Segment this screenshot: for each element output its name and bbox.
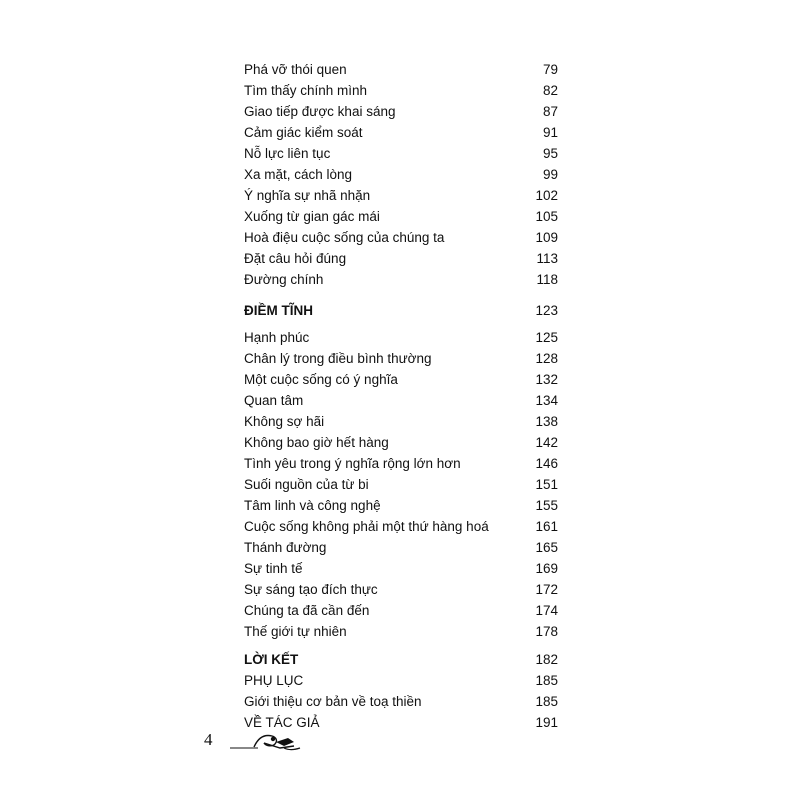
toc-entry-title: Nỗ lực liên tục (244, 146, 331, 161)
toc-entry-page: 102 (535, 188, 558, 203)
toc-entry[interactable] (244, 348, 558, 369)
toc-section-title: ĐIỀM TĨNH (244, 303, 313, 318)
toc-entry-title: Tâm linh và công nghệ (244, 498, 381, 513)
toc-entry-page: 185 (535, 694, 558, 709)
toc-entry[interactable] (244, 411, 558, 432)
toc-entry-title: Không bao giờ hết hàng (244, 435, 389, 450)
toc-entry[interactable] (244, 390, 558, 411)
toc-entry-page: 161 (535, 519, 558, 534)
toc-entry[interactable] (244, 670, 558, 691)
toc-entry-title: Cảm giác kiểm soát (244, 125, 363, 140)
toc-entry-title: VỀ TÁC GIẢ (244, 715, 320, 730)
toc-entry-page: 174 (535, 603, 558, 618)
toc-entry[interactable] (244, 691, 558, 712)
reading-figure-ornament-icon (228, 726, 308, 754)
toc-entry[interactable] (244, 579, 558, 600)
toc-entry-page: 185 (535, 673, 558, 688)
toc-entry-title: Chân lý trong điều bình thường (244, 351, 432, 366)
page-number: 4 (204, 730, 213, 749)
toc-entry-title: Quan tâm (244, 393, 304, 408)
toc-entry[interactable] (244, 621, 558, 642)
toc-entry[interactable] (244, 495, 558, 516)
toc-entry-title: Hạnh phúc (244, 330, 310, 345)
toc-entry[interactable] (244, 143, 558, 164)
toc-entry-page: 138 (535, 414, 558, 429)
toc-entry-title: Tìm thấy chính mình (244, 83, 368, 98)
toc-entry-title: Giao tiếp được khai sáng (244, 104, 396, 119)
toc-entry-title: Một cuộc sống có ý nghĩa (244, 372, 398, 387)
toc-entry[interactable] (244, 453, 558, 474)
toc-entry-page: 91 (542, 125, 558, 140)
toc-entry-title: Cuộc sống không phải một thứ hàng hoá (244, 519, 489, 534)
toc-entry-title: Thánh đường (244, 540, 327, 555)
toc-entry-page: 95 (542, 146, 558, 161)
toc-entry[interactable] (244, 600, 558, 621)
toc-entry-page: 142 (535, 435, 558, 450)
toc-entry-page: 118 (536, 272, 558, 287)
toc-entry[interactable] (244, 59, 558, 80)
toc-entry-page: 79 (542, 62, 558, 77)
toc-entry[interactable] (244, 369, 558, 390)
toc-entry-page: 155 (535, 498, 558, 513)
toc-entry[interactable] (244, 327, 558, 348)
toc-entry-page: 82 (542, 83, 558, 98)
toc-entry[interactable] (244, 185, 558, 206)
toc-entry[interactable] (244, 474, 558, 495)
toc-entry-page: 128 (535, 351, 558, 366)
toc-section-page: 182 (535, 652, 558, 667)
toc-entry[interactable] (244, 122, 558, 143)
toc-entry-title: PHỤ LỤC (244, 673, 304, 688)
toc-entry-title: Phá vỡ thói quen (244, 62, 347, 77)
toc-group-2 (244, 327, 558, 642)
toc-entry-title: Sự tinh tế (244, 561, 303, 576)
toc-entry[interactable] (244, 248, 558, 269)
toc-entry-page: 134 (535, 393, 558, 408)
toc-entry-page: 132 (535, 372, 558, 387)
toc-entry-page: 113 (536, 251, 558, 266)
toc-entry-title: Không sợ hãi (244, 414, 325, 429)
toc-entry[interactable] (244, 516, 558, 537)
toc-entry-page: 87 (542, 104, 558, 119)
toc-entry-page: 125 (535, 330, 558, 345)
toc-entry-page: 99 (542, 167, 558, 182)
toc-entry-page: 151 (535, 477, 558, 492)
toc-entry-title: Đường chính (244, 272, 324, 287)
toc-entry[interactable] (244, 206, 558, 227)
toc-entry-title: Xa mặt, cách lòng (244, 167, 353, 182)
toc-entry-title: Chúng ta đã cần đến (244, 603, 370, 618)
toc-entry-title: Giới thiệu cơ bản về toạ thiền (244, 694, 422, 709)
toc-entry-page: 165 (535, 540, 558, 555)
toc-entry-title: Đặt câu hỏi đúng (244, 251, 347, 266)
toc-entry-title: Hoà điệu cuộc sống của chúng ta (244, 230, 445, 245)
toc-entry-page: 172 (535, 582, 558, 597)
toc-section-diem-tinh[interactable] (244, 300, 558, 321)
toc-entry-page: 109 (535, 230, 558, 245)
toc-entry[interactable] (244, 164, 558, 185)
toc-entry[interactable] (244, 80, 558, 101)
toc-entry[interactable] (244, 537, 558, 558)
toc-entry[interactable] (244, 227, 558, 248)
toc-entry-title: Tình yêu trong ý nghĩa rộng lớn hơn (244, 456, 461, 471)
toc-section-loi-ket[interactable] (244, 649, 558, 670)
toc-entry[interactable] (244, 432, 558, 453)
toc-section-page: 123 (535, 303, 558, 318)
toc-entry-page: 191 (535, 715, 558, 730)
toc-entry-title: Xuống từ gian gác mái (244, 209, 380, 224)
toc-group-1 (244, 59, 558, 290)
toc-entry-page: 105 (535, 209, 558, 224)
toc-entry[interactable] (244, 269, 558, 290)
toc-section-title: LỜI KẾT (244, 652, 299, 667)
toc-entry-page: 146 (535, 456, 558, 471)
toc-entry-title: Ý nghĩa sự nhã nhặn (244, 188, 371, 203)
toc-entry-title: Suối nguồn của từ bi (244, 477, 369, 492)
toc-entry[interactable] (244, 101, 558, 122)
toc-entry-title: Sự sáng tạo đích thực (244, 582, 378, 597)
toc-entry-page: 178 (535, 624, 558, 639)
toc-entry-page: 169 (535, 561, 558, 576)
toc-entry-title: Thế giới tự nhiên (244, 624, 347, 639)
toc-end-matter (244, 670, 558, 733)
table-of-contents (244, 59, 558, 733)
toc-entry[interactable] (244, 558, 558, 579)
